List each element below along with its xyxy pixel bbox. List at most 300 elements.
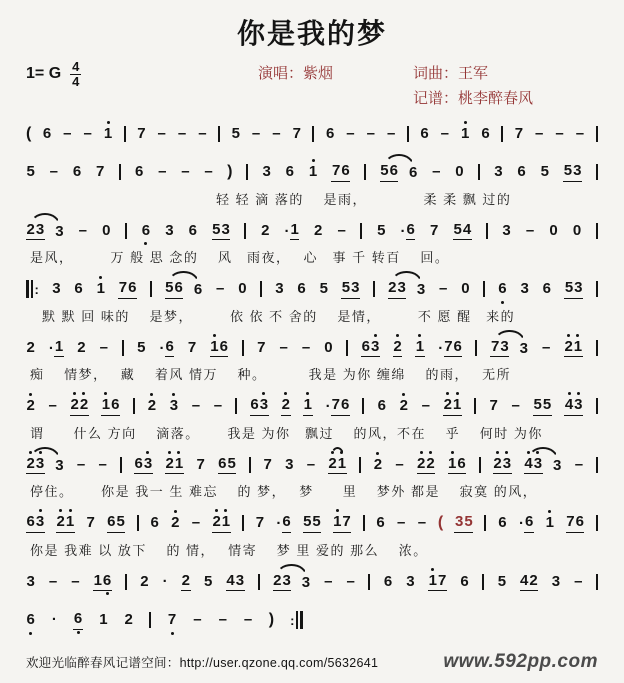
note-group (525, 223, 534, 240)
dash-note: – (76, 455, 86, 473)
octave-dot-above (496, 451, 499, 454)
note-digit: 6 (341, 162, 350, 179)
note-digit: 5 (204, 572, 213, 590)
octave-dot-above (59, 509, 62, 512)
note-digit: 1 (101, 397, 110, 414)
octave-dot-above (262, 392, 265, 395)
underline-beam (490, 339, 509, 358)
note-group (555, 126, 564, 143)
barline (360, 223, 362, 239)
underline-beam (444, 339, 463, 358)
note-group (124, 612, 133, 629)
note-digit: 3 (285, 455, 294, 473)
underline-beam (564, 339, 583, 358)
note-group (165, 223, 174, 240)
note-group (218, 612, 227, 629)
underline-beam (107, 514, 126, 533)
note-group (517, 164, 526, 181)
note-digit: 3 (35, 220, 45, 238)
dotted-note-dot: · (159, 339, 165, 357)
repeat-dots: : (290, 612, 295, 628)
octave-dot-below (29, 632, 32, 635)
underline-beam (282, 514, 291, 533)
note-group (169, 398, 178, 415)
notation-line (26, 273, 598, 305)
note-group (86, 515, 95, 532)
barline (124, 126, 126, 142)
note-digit: 2 (493, 456, 502, 473)
note-group (454, 514, 473, 533)
octave-dot-above (312, 159, 315, 162)
note-digit: 5 (116, 513, 125, 530)
note-digit: 6 (457, 454, 466, 472)
barline (501, 126, 503, 142)
dash-note: – (78, 221, 87, 239)
thick-bar (26, 280, 29, 298)
slur-group (26, 456, 64, 475)
note-group (272, 126, 281, 143)
underline-beam (165, 456, 184, 475)
octave-dot-above (146, 451, 149, 454)
note-digit: 3 (52, 280, 61, 297)
dash-note: – (337, 221, 346, 239)
octave-dot-above (451, 451, 454, 454)
underline-beam (93, 573, 112, 592)
note-digit: 6 (193, 281, 203, 298)
octave-dot-above (429, 451, 432, 454)
underline-beam (417, 456, 436, 475)
dash-note: – (158, 163, 167, 180)
underline-beam (493, 456, 512, 475)
score-system (26, 273, 598, 325)
note-digit: 5 (165, 279, 174, 296)
parenthesis: ( (437, 514, 444, 532)
note-digit: 5 (137, 338, 146, 356)
underline-beam (524, 456, 543, 475)
repeat-end-sign (290, 611, 303, 629)
note-digit: 6 (26, 513, 35, 530)
note-digit: 3 (454, 513, 464, 530)
note-digit: 6 (408, 164, 418, 181)
barline (242, 515, 244, 531)
octave-dot-above (456, 392, 459, 395)
note-group (400, 222, 415, 241)
underline-beam (73, 611, 82, 630)
octave-dot-above (107, 121, 110, 124)
dash-note: – (386, 124, 396, 142)
underline-beam (118, 280, 137, 299)
note-digit: 6 (150, 514, 159, 531)
dash-note: – (63, 124, 72, 142)
lyrics-line: 默 默 回 味的 是梦， 依 依 不 舍的 是情， 不 愿 醒 来的 (42, 308, 516, 324)
note-group (346, 126, 355, 143)
note-digit: 6 (42, 124, 52, 142)
note-digit: 2 (140, 572, 149, 590)
note-digit: 3 (262, 163, 271, 180)
note-group (285, 164, 294, 181)
note-group (212, 222, 231, 241)
dotted-note-dot: · (284, 222, 290, 240)
underline-beam (26, 222, 45, 241)
barline (125, 574, 127, 590)
note-group (564, 397, 583, 416)
note-digit: 1 (303, 397, 312, 414)
dash-note: – (395, 455, 404, 473)
note-group (255, 515, 264, 532)
note-digit: 6 (340, 396, 350, 413)
note-group (519, 339, 528, 358)
note-group (137, 126, 146, 143)
parenthesis: ) (227, 163, 233, 181)
note-group (535, 126, 544, 143)
note-digit: 1 (103, 126, 112, 143)
note-digit: 3 (533, 456, 542, 473)
score-system (26, 566, 598, 598)
underline-beam (165, 280, 184, 299)
note-group (564, 280, 583, 299)
octave-dot-above (577, 392, 580, 395)
underline-beam (333, 514, 352, 533)
note-digit: 6 (188, 221, 197, 239)
underline-beam (218, 456, 237, 475)
barline (596, 164, 598, 180)
key-label: 1= G (26, 65, 62, 83)
octave-dot-above (172, 393, 175, 396)
note-group (520, 573, 539, 592)
note-digit: 3 (494, 163, 503, 180)
dash-note: – (555, 124, 564, 142)
note-group (481, 126, 490, 143)
note-group (325, 397, 350, 416)
octave-dot-below (106, 592, 109, 595)
note-group (301, 573, 310, 592)
note-group (26, 340, 35, 357)
dash-note: – (279, 338, 288, 356)
octave-dot-above (104, 392, 107, 395)
note-group (76, 457, 85, 474)
notation-line (26, 566, 598, 598)
dash-note: – (98, 455, 107, 473)
dash-note: – (324, 572, 333, 590)
underline-beam (226, 573, 245, 592)
note-group (72, 164, 81, 181)
dash-note: – (397, 514, 406, 531)
dotted-note-dot: · (276, 515, 282, 532)
note-digit: 2 (443, 397, 452, 414)
note-group (99, 612, 108, 629)
score-system (26, 449, 598, 501)
note-group (430, 223, 439, 240)
note-digit: 6 (141, 223, 150, 240)
note-digit: 2 (273, 571, 282, 589)
note-group (63, 126, 72, 143)
note-digit: 2 (70, 397, 79, 414)
note-group (377, 223, 386, 240)
octave-dot-above (174, 510, 177, 513)
note-group (314, 223, 323, 240)
note-digit: 7 (257, 338, 266, 356)
octave-dot-above (331, 451, 334, 454)
note-group (337, 223, 346, 240)
note-digit: 7 (86, 514, 95, 531)
score-system (26, 507, 598, 559)
note-digit: 3 (520, 280, 529, 297)
slur-group (380, 163, 418, 182)
octave-dot-above (39, 509, 42, 512)
note-group (549, 223, 558, 240)
note-group (551, 574, 560, 591)
key-signature (26, 60, 196, 88)
note-group (498, 281, 507, 298)
note-group (497, 574, 506, 591)
note-digit: 2 (314, 221, 323, 239)
note-group (137, 340, 146, 357)
barline (475, 340, 477, 356)
octave-dot-above (446, 392, 449, 395)
note-group (210, 339, 229, 358)
barline (260, 281, 262, 297)
note-digit: 1 (573, 339, 582, 356)
note-group (395, 457, 404, 474)
note-digit: 6 (282, 513, 291, 530)
underline-beam (564, 397, 583, 416)
note-digit: 3 (406, 572, 415, 590)
note-digit: 3 (35, 456, 44, 473)
barline (133, 398, 135, 414)
note-digit: 2 (426, 456, 435, 473)
note-digit: 6 (26, 612, 35, 629)
note-digit: 6 (517, 163, 526, 180)
note-digit: 6 (134, 163, 144, 180)
note-group (461, 281, 470, 298)
note-digit: 1 (461, 126, 470, 143)
note-digit: 1 (428, 573, 437, 590)
note-group (238, 281, 247, 298)
note-digit: 6 (460, 572, 469, 590)
dash-note: – (191, 514, 201, 531)
octave-dot-above (420, 451, 423, 454)
note-digit: 6 (361, 337, 371, 355)
note-group (284, 222, 299, 241)
note-group (167, 612, 176, 629)
note-group (518, 514, 533, 533)
dash-note: – (439, 280, 448, 297)
note-digit: 4 (524, 456, 533, 473)
octave-dot-above (396, 334, 399, 337)
note-group (102, 223, 111, 240)
dash-note: – (243, 611, 253, 628)
note-digit: 3 (35, 514, 44, 531)
note-group (71, 574, 80, 591)
octave-dot-above (567, 334, 570, 337)
transcriber-credit: 记谱：桃李醉春风 (413, 90, 534, 107)
dash-note: – (177, 124, 187, 142)
octave-dot-above (284, 392, 287, 395)
note-group (383, 574, 392, 591)
note-digit: 0 (102, 221, 111, 239)
barline (363, 515, 365, 531)
note-group (574, 574, 583, 591)
note-digit: 1 (337, 456, 346, 473)
octave-dot-above (376, 452, 379, 455)
note-digit: 6 (111, 396, 120, 413)
dash-note: – (218, 611, 227, 628)
barline (596, 340, 598, 356)
note-group (275, 281, 284, 298)
note-digit: 5 (540, 163, 549, 180)
note-digit: 3 (221, 220, 230, 238)
underline-beam (290, 222, 299, 241)
note-digit: 6 (453, 337, 462, 355)
octave-dot-above (215, 509, 218, 512)
underline-beam (524, 514, 533, 533)
note-group (134, 456, 153, 475)
note-digit: 2 (212, 514, 221, 531)
note-group (328, 456, 347, 475)
lyrics-line: 谓 什么 方向 滴落。 我是 为你 飘过 的风，不在 乎 何时 为你 (30, 425, 543, 441)
note-group (213, 398, 222, 415)
note-group (96, 281, 105, 298)
note-digit: 5 (542, 396, 552, 413)
note-digit: 2 (165, 456, 174, 473)
octave-dot-above (548, 510, 551, 513)
note-group (177, 126, 186, 143)
octave-dot-above (418, 334, 421, 337)
note-group (165, 456, 184, 475)
dash-note: – (251, 124, 261, 142)
note-digit: 1 (452, 397, 461, 414)
note-digit: 3 (371, 339, 380, 356)
note-group (520, 281, 529, 298)
note-digit: 1 (308, 164, 317, 181)
barline (249, 457, 251, 473)
note-group (331, 163, 350, 182)
dash-note: – (198, 124, 207, 142)
note-digit: 6 (72, 163, 82, 180)
note-group (553, 456, 562, 475)
note-group (26, 164, 35, 181)
barline (474, 398, 476, 414)
note-digit: 6 (297, 280, 306, 297)
note-digit: 6 (73, 611, 82, 628)
note-group (308, 164, 317, 181)
note-digit: 2 (26, 338, 35, 356)
dash-note: – (575, 124, 585, 142)
dash-note: – (48, 572, 58, 590)
note-group (306, 457, 315, 474)
barline (242, 340, 244, 356)
note-digit: 1 (174, 456, 183, 473)
underline-beam (26, 456, 45, 475)
note-digit: 7 (490, 337, 500, 355)
octave-dot-above (576, 334, 579, 337)
note-group (276, 514, 291, 533)
octave-dot-below (144, 242, 147, 245)
underline-beam (533, 397, 552, 416)
underline-beam (26, 514, 45, 533)
note-digit: 6 (74, 280, 83, 297)
note-digit: 3 (169, 398, 178, 415)
note-digit: 3 (165, 221, 174, 239)
performer-credit: 演唱：紫烟 (258, 65, 334, 82)
note-group (150, 515, 159, 532)
note-digit: 3 (55, 222, 64, 240)
note-group (165, 280, 184, 299)
dash-note: – (535, 124, 544, 142)
note-group (563, 163, 582, 182)
note-digit: 3 (55, 456, 64, 474)
note-group (297, 281, 306, 298)
underline-beam (165, 339, 174, 358)
underline-beam (564, 280, 583, 299)
octave-dot-above (177, 451, 180, 454)
lyrics-line: 停住。 你是 我一 生 难忘 的 梦， 梦 里 梦外 都是 寂寞 的风， (30, 484, 538, 499)
underline-beam (566, 514, 585, 533)
note-digit: 2 (77, 338, 86, 356)
note-digit: 1 (54, 337, 64, 355)
note-digit: 1 (99, 611, 108, 628)
lyrics-line: 你是 我难 以 放下 的 情， 情寄 梦 里 爱的 那么 浓。 (30, 542, 428, 558)
underline-beam (250, 397, 269, 416)
underline-beam (54, 339, 63, 358)
underline-beam (454, 514, 473, 533)
octave-dot-below (77, 631, 80, 634)
octave-dot-above (402, 393, 405, 396)
note-group (204, 574, 213, 591)
note-group (162, 574, 168, 591)
slur-group (328, 456, 347, 475)
underline-beam (380, 163, 399, 182)
score-system (26, 215, 598, 267)
note-group (187, 340, 196, 357)
score-system (26, 118, 598, 149)
note-digit: 0 (461, 280, 470, 297)
note-group (262, 164, 271, 181)
note-digit: 2 (388, 279, 397, 296)
header-meta (26, 60, 598, 108)
barline (596, 574, 598, 590)
barline (119, 164, 121, 180)
note-digit: 2 (261, 221, 270, 239)
dash-note: – (511, 397, 520, 414)
note-digit: 7 (167, 612, 176, 629)
note-group (439, 281, 448, 298)
note-digit: 3 (26, 572, 35, 590)
note-digit: 2 (529, 571, 538, 589)
note-group (198, 126, 207, 143)
dash-note: – (346, 124, 355, 142)
repeat-begin-sign (26, 280, 39, 298)
note-group (324, 574, 333, 591)
note-group (388, 280, 407, 299)
note-group (263, 457, 272, 474)
note-digit: 3 (259, 397, 268, 414)
note-group (533, 397, 552, 416)
note-group (417, 515, 426, 532)
note-digit: 3 (397, 279, 406, 296)
note-group (572, 223, 581, 240)
slur-group (165, 280, 203, 299)
note-group (376, 515, 385, 532)
note-digit: 4 (564, 397, 573, 414)
note-digit: 5 (26, 163, 35, 180)
note-group (55, 456, 64, 475)
note-digit: 6 (377, 397, 386, 414)
dash-note: – (421, 397, 430, 414)
dash-note: – (71, 572, 80, 590)
note-digit: 6 (542, 280, 551, 297)
note-group (346, 574, 355, 591)
